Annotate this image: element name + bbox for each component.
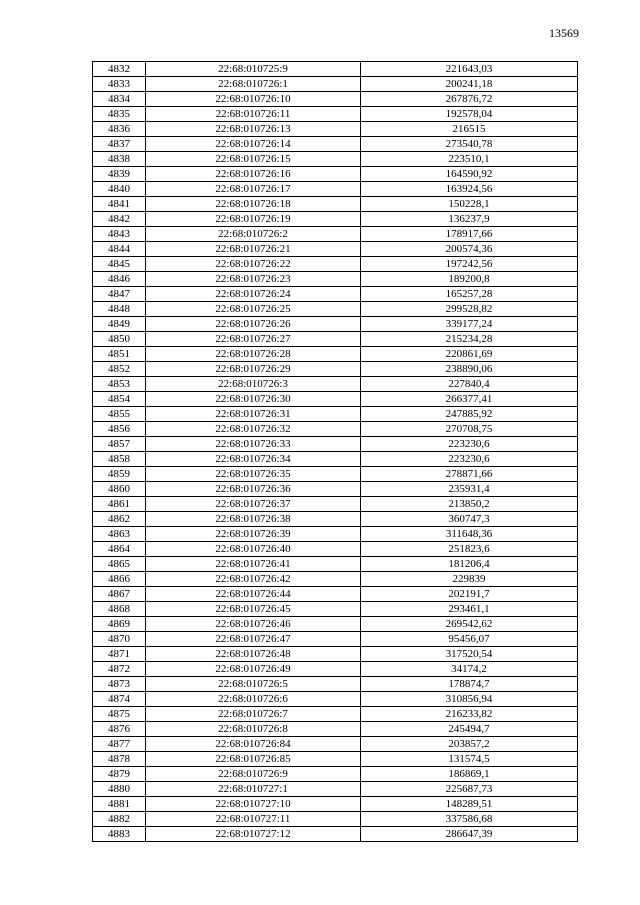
cadastral-number-cell: 22:68:010726:40 — [146, 542, 361, 557]
table-row — [93, 572, 578, 587]
table-row — [93, 437, 578, 452]
table-row — [93, 257, 578, 272]
table-row — [93, 617, 578, 632]
cadastral-number-cell: 22:68:010726:16 — [146, 167, 361, 182]
cadastral-number-cell: 22:68:010726:29 — [146, 362, 361, 377]
value-cell: 223230,6 — [361, 452, 578, 467]
page-number: 13569 — [549, 26, 579, 40]
value-cell: 95456,07 — [361, 632, 578, 647]
value-cell: 220861,69 — [361, 347, 578, 362]
value-cell: 278871,66 — [361, 467, 578, 482]
table-row — [93, 782, 578, 797]
row-number-cell: 4843 — [93, 227, 146, 242]
value-cell: 181206,4 — [361, 557, 578, 572]
cadastral-number-cell: 22:68:010726:21 — [146, 242, 361, 257]
table-row — [93, 317, 578, 332]
table-row — [93, 212, 578, 227]
value-cell: 267876,72 — [361, 92, 578, 107]
cadastral-number-cell: 22:68:010726:44 — [146, 587, 361, 602]
cadastral-number-cell: 22:68:010726:38 — [146, 512, 361, 527]
value-cell: 299528,82 — [361, 302, 578, 317]
value-cell: 229839 — [361, 572, 578, 587]
table-row — [93, 632, 578, 647]
value-cell: 223510,1 — [361, 152, 578, 167]
cadastral-table — [92, 61, 578, 842]
cadastral-number-cell: 22:68:010727:11 — [146, 812, 361, 827]
value-cell: 238890,06 — [361, 362, 578, 377]
row-number-cell: 4840 — [93, 182, 146, 197]
row-number-cell: 4851 — [93, 347, 146, 362]
row-number-cell: 4863 — [93, 527, 146, 542]
value-cell: 203857,2 — [361, 737, 578, 752]
table-row — [93, 287, 578, 302]
value-cell: 197242,56 — [361, 257, 578, 272]
row-number-cell: 4861 — [93, 497, 146, 512]
table-row — [93, 797, 578, 812]
cadastral-number-cell: 22:68:010726:25 — [146, 302, 361, 317]
value-cell: 148289,51 — [361, 797, 578, 812]
value-cell: 360747,3 — [361, 512, 578, 527]
row-number-cell: 4844 — [93, 242, 146, 257]
value-cell: 131574,5 — [361, 752, 578, 767]
row-number-cell: 4871 — [93, 647, 146, 662]
row-number-cell: 4857 — [93, 437, 146, 452]
table-row — [93, 182, 578, 197]
value-cell: 178874,7 — [361, 677, 578, 692]
cadastral-number-cell: 22:68:010726:1 — [146, 77, 361, 92]
cadastral-number-cell: 22:68:010725:9 — [146, 62, 361, 77]
cadastral-number-cell: 22:68:010726:42 — [146, 572, 361, 587]
table-row — [93, 647, 578, 662]
value-cell: 251823,6 — [361, 542, 578, 557]
value-cell: 310856,94 — [361, 692, 578, 707]
table-row — [93, 392, 578, 407]
table-row — [93, 332, 578, 347]
table-row — [93, 152, 578, 167]
value-cell: 150228,1 — [361, 197, 578, 212]
cadastral-number-cell: 22:68:010726:49 — [146, 662, 361, 677]
row-number-cell: 4880 — [93, 782, 146, 797]
table-row — [93, 662, 578, 677]
row-number-cell: 4881 — [93, 797, 146, 812]
cadastral-number-cell: 22:68:010726:14 — [146, 137, 361, 152]
value-cell: 270708,75 — [361, 422, 578, 437]
value-cell: 225687,73 — [361, 782, 578, 797]
value-cell: 339177,24 — [361, 317, 578, 332]
cadastral-number-cell: 22:68:010726:2 — [146, 227, 361, 242]
cadastral-number-cell: 22:68:010726:48 — [146, 647, 361, 662]
table-row — [93, 362, 578, 377]
cadastral-number-cell: 22:68:010726:34 — [146, 452, 361, 467]
table-row — [93, 377, 578, 392]
row-number-cell: 4839 — [93, 167, 146, 182]
row-number-cell: 4838 — [93, 152, 146, 167]
table-row — [93, 587, 578, 602]
cadastral-number-cell: 22:68:010726:11 — [146, 107, 361, 122]
table-row — [93, 737, 578, 752]
row-number-cell: 4832 — [93, 62, 146, 77]
table-row — [93, 707, 578, 722]
row-number-cell: 4855 — [93, 407, 146, 422]
value-cell: 286647,39 — [361, 827, 578, 842]
row-number-cell: 4846 — [93, 272, 146, 287]
cadastral-number-cell: 22:68:010726:23 — [146, 272, 361, 287]
row-number-cell: 4859 — [93, 467, 146, 482]
row-number-cell: 4874 — [93, 692, 146, 707]
table-row — [93, 677, 578, 692]
cadastral-number-cell: 22:68:010726:84 — [146, 737, 361, 752]
row-number-cell: 4837 — [93, 137, 146, 152]
row-number-cell: 4847 — [93, 287, 146, 302]
table-row — [93, 92, 578, 107]
value-cell: 317520,54 — [361, 647, 578, 662]
cadastral-number-cell: 22:68:010726:15 — [146, 152, 361, 167]
cadastral-number-cell: 22:68:010726:45 — [146, 602, 361, 617]
table-row — [93, 722, 578, 737]
value-cell: 136237,9 — [361, 212, 578, 227]
row-number-cell: 4833 — [93, 77, 146, 92]
cadastral-number-cell: 22:68:010726:85 — [146, 752, 361, 767]
table-row — [93, 347, 578, 362]
table-row — [93, 827, 578, 842]
row-number-cell: 4852 — [93, 362, 146, 377]
row-number-cell: 4842 — [93, 212, 146, 227]
row-number-cell: 4850 — [93, 332, 146, 347]
value-cell: 227840,4 — [361, 377, 578, 392]
table-row — [93, 407, 578, 422]
table-row — [93, 272, 578, 287]
table-row — [93, 452, 578, 467]
cadastral-number-cell: 22:68:010726:22 — [146, 257, 361, 272]
value-cell: 216515 — [361, 122, 578, 137]
value-cell: 192578,04 — [361, 107, 578, 122]
value-cell: 216233,82 — [361, 707, 578, 722]
table-row — [93, 137, 578, 152]
row-number-cell: 4849 — [93, 317, 146, 332]
value-cell: 215234,28 — [361, 332, 578, 347]
row-number-cell: 4867 — [93, 587, 146, 602]
value-cell: 337586,68 — [361, 812, 578, 827]
value-cell: 163924,56 — [361, 182, 578, 197]
value-cell: 34174,2 — [361, 662, 578, 677]
value-cell: 200241,18 — [361, 77, 578, 92]
cadastral-number-cell: 22:68:010726:35 — [146, 467, 361, 482]
table-row — [93, 692, 578, 707]
cadastral-number-cell: 22:68:010726:32 — [146, 422, 361, 437]
row-number-cell: 4835 — [93, 107, 146, 122]
table-row — [93, 812, 578, 827]
cadastral-number-cell: 22:68:010726:46 — [146, 617, 361, 632]
table-row — [93, 167, 578, 182]
cadastral-number-cell: 22:68:010726:26 — [146, 317, 361, 332]
row-number-cell: 4875 — [93, 707, 146, 722]
table-row — [93, 497, 578, 512]
table-row — [93, 197, 578, 212]
row-number-cell: 4869 — [93, 617, 146, 632]
cadastral-number-cell: 22:68:010726:10 — [146, 92, 361, 107]
value-cell: 266377,41 — [361, 392, 578, 407]
row-number-cell: 4872 — [93, 662, 146, 677]
row-number-cell: 4858 — [93, 452, 146, 467]
cadastral-number-cell: 22:68:010726:30 — [146, 392, 361, 407]
cadastral-number-cell: 22:68:010726:27 — [146, 332, 361, 347]
row-number-cell: 4860 — [93, 482, 146, 497]
row-number-cell: 4882 — [93, 812, 146, 827]
value-cell: 269542,62 — [361, 617, 578, 632]
row-number-cell: 4873 — [93, 677, 146, 692]
value-cell: 186869,1 — [361, 767, 578, 782]
row-number-cell: 4883 — [93, 827, 146, 842]
table-row — [93, 527, 578, 542]
cadastral-number-cell: 22:68:010726:13 — [146, 122, 361, 137]
cadastral-number-cell: 22:68:010726:24 — [146, 287, 361, 302]
table-row — [93, 227, 578, 242]
row-number-cell: 4878 — [93, 752, 146, 767]
table-row — [93, 557, 578, 572]
value-cell: 200574,36 — [361, 242, 578, 257]
row-number-cell: 4877 — [93, 737, 146, 752]
row-number-cell: 4856 — [93, 422, 146, 437]
table-row — [93, 467, 578, 482]
table-row — [93, 302, 578, 317]
table-row — [93, 482, 578, 497]
row-number-cell: 4845 — [93, 257, 146, 272]
cadastral-number-cell: 22:68:010726:37 — [146, 497, 361, 512]
row-number-cell: 4834 — [93, 92, 146, 107]
cadastral-number-cell: 22:68:010726:39 — [146, 527, 361, 542]
row-number-cell: 4870 — [93, 632, 146, 647]
value-cell: 189200,8 — [361, 272, 578, 287]
value-cell: 221643,03 — [361, 62, 578, 77]
value-cell: 273540,78 — [361, 137, 578, 152]
table-row — [93, 512, 578, 527]
table-row — [93, 422, 578, 437]
cadastral-number-cell: 22:68:010726:28 — [146, 347, 361, 362]
cadastral-number-cell: 22:68:010726:6 — [146, 692, 361, 707]
cadastral-number-cell: 22:68:010726:31 — [146, 407, 361, 422]
value-cell: 213850,2 — [361, 497, 578, 512]
value-cell: 247885,92 — [361, 407, 578, 422]
cadastral-number-cell: 22:68:010726:18 — [146, 197, 361, 212]
cadastral-number-cell: 22:68:010727:10 — [146, 797, 361, 812]
row-number-cell: 4868 — [93, 602, 146, 617]
cadastral-number-cell: 22:68:010726:3 — [146, 377, 361, 392]
cadastral-number-cell: 22:68:010726:47 — [146, 632, 361, 647]
cadastral-number-cell: 22:68:010726:17 — [146, 182, 361, 197]
row-number-cell: 4866 — [93, 572, 146, 587]
table-body — [93, 62, 578, 842]
row-number-cell: 4864 — [93, 542, 146, 557]
cadastral-number-cell: 22:68:010726:8 — [146, 722, 361, 737]
cadastral-number-cell: 22:68:010726:5 — [146, 677, 361, 692]
table-row — [93, 602, 578, 617]
table-row — [93, 542, 578, 557]
table-row — [93, 752, 578, 767]
cadastral-number-cell: 22:68:010726:9 — [146, 767, 361, 782]
value-cell: 235931,4 — [361, 482, 578, 497]
row-number-cell: 4876 — [93, 722, 146, 737]
cadastral-number-cell: 22:68:010726:19 — [146, 212, 361, 227]
value-cell: 311648,36 — [361, 527, 578, 542]
cadastral-number-cell: 22:68:010727:12 — [146, 827, 361, 842]
value-cell: 223230,6 — [361, 437, 578, 452]
table-row — [93, 122, 578, 137]
value-cell: 178917,66 — [361, 227, 578, 242]
value-cell: 165257,28 — [361, 287, 578, 302]
table-row — [93, 62, 578, 77]
table-row — [93, 107, 578, 122]
table-row — [93, 767, 578, 782]
cadastral-number-cell: 22:68:010726:41 — [146, 557, 361, 572]
cadastral-number-cell: 22:68:010726:7 — [146, 707, 361, 722]
cadastral-number-cell: 22:68:010726:33 — [146, 437, 361, 452]
cadastral-number-cell: 22:68:010726:36 — [146, 482, 361, 497]
cadastral-number-cell: 22:68:010727:1 — [146, 782, 361, 797]
row-number-cell: 4862 — [93, 512, 146, 527]
value-cell: 164590,92 — [361, 167, 578, 182]
row-number-cell: 4841 — [93, 197, 146, 212]
value-cell: 245494,7 — [361, 722, 578, 737]
row-number-cell: 4853 — [93, 377, 146, 392]
value-cell: 293461,1 — [361, 602, 578, 617]
row-number-cell: 4854 — [93, 392, 146, 407]
value-cell: 202191,7 — [361, 587, 578, 602]
table-row — [93, 77, 578, 92]
row-number-cell: 4848 — [93, 302, 146, 317]
row-number-cell: 4865 — [93, 557, 146, 572]
table-row — [93, 242, 578, 257]
row-number-cell: 4879 — [93, 767, 146, 782]
row-number-cell: 4836 — [93, 122, 146, 137]
